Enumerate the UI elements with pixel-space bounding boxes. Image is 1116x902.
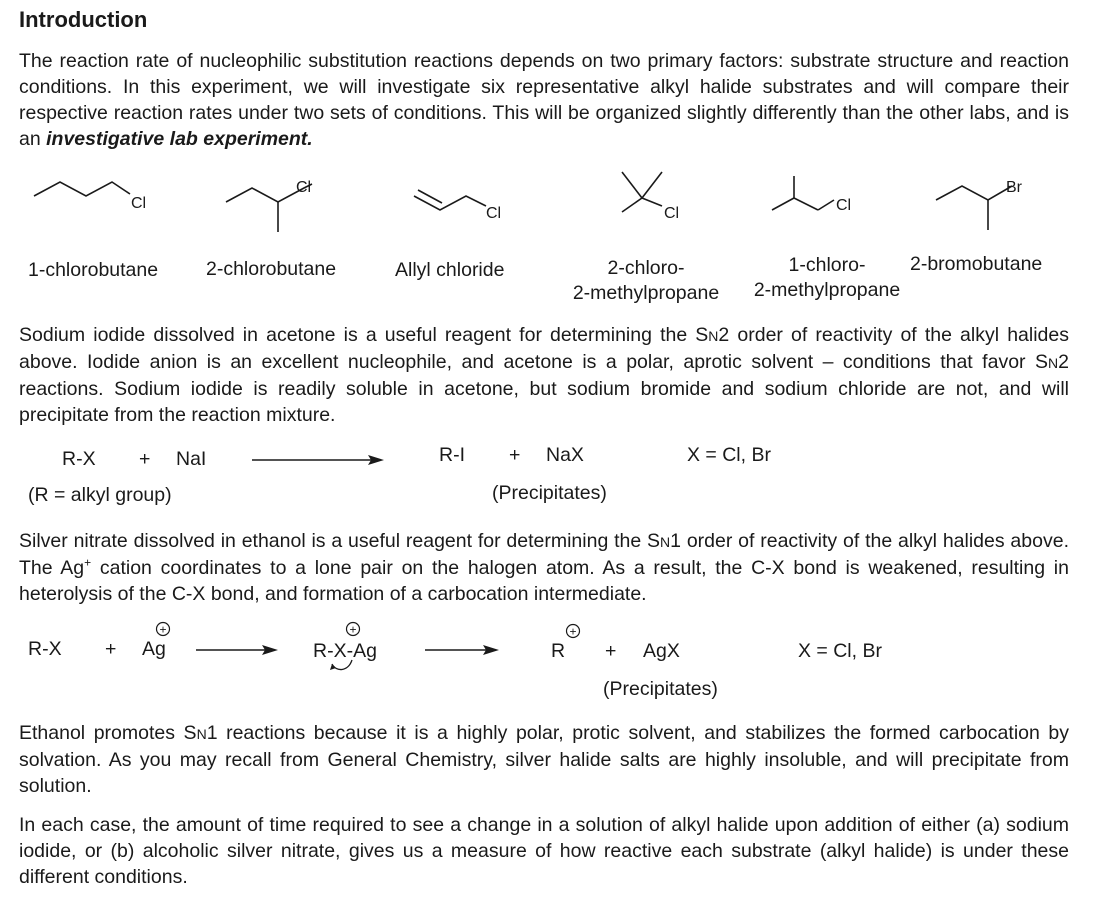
structure-2-chloro-2-methylpropane [618,168,728,238]
section-heading: Introduction [19,7,148,32]
note-precipitates: (Precipitates) [603,678,718,700]
text-run: 2 order of reactivity of the alkyl halides above. Iodide anion is an excellent nucleophile, and acetone is a polar, aprotic solvent – conditions that favor S [19,324,1069,373]
reactant: R-X [62,448,96,470]
subscript: N [1048,355,1059,371]
chlorine-atom-label: Cl [296,179,312,196]
chlorine-atom-label: Cl [131,195,147,212]
chlorine-atom-label: Cl [486,205,502,222]
silver-nitrate-paragraph [19,528,1069,607]
plus-sign: + [605,640,617,662]
text-run: cation coordinates to a lone pair on the halogen atom. As a result, the C-X bond is weakened, resulting in heterolysis of the C-X bond, and formation of a carbocation intermediate. [19,557,1069,605]
plus-sign: + [509,444,521,466]
label-1-chloro-2-methylpropane [740,253,914,303]
label-2-chloro-2-methylpropane [558,256,734,306]
label-allyl-chloride: Allyl chloride [395,259,505,281]
structure-allyl-chloride [412,180,532,240]
structure-1-chloro-2-methylpropane [770,172,890,232]
charge-symbol: + [159,622,167,637]
note-alkyl-group: (R = alkyl group) [28,484,172,506]
text-run: Silver nitrate dissolved in ethanol is a useful reagent for determining the S [19,530,661,552]
chlorine-atom-label: Cl [664,205,680,222]
positive-charge-icon [565,623,581,639]
label-line: 2-chloro- [607,257,685,279]
intro-emphasis: investigative lab experiment. [46,128,313,150]
structure-1-chlorobutane [30,170,170,240]
text-run: 2 reactions. Sodium iodide is readily soluble in acetone, but sodium bromide and sodium chloride are not, and will precipitate from the reaction mixture. [19,351,1069,426]
byproduct: AgX [643,640,680,662]
positive-charge-icon [155,621,171,637]
structure-2-bromobutane [936,170,1056,240]
text-run: 1 order of reactivity of the alkyl halides above. The Ag [19,530,1069,579]
reactant: R-X [28,638,62,660]
reaction-arrow [252,452,388,468]
label-2-bromobutane: 2-bromobutane [910,253,1043,275]
text-run: Sodium iodide dissolved in acetone is a useful reagent for determining the S [19,324,709,346]
label-2-chlorobutane: 2-chlorobutane [206,258,337,280]
reaction-arrow [196,642,280,658]
label-line: 1-chloro- [788,254,866,276]
text-run: 1 reactions because it is a highly polar, protic solvent, and stabilizes the formed carbocation by solvation. As you may recall from General Chemistry, silver halide salts are highly insoluble, and will precipitate from solution. [19,722,1069,797]
subscript: N [196,726,207,742]
plus-sign: + [139,448,151,470]
curved-arrow-icon [328,656,358,676]
bromine-atom-label: Br [1006,179,1022,196]
final-paragraph: In each case, the amount of time required to see a change in a solution of alkyl halide upon addition of either (a) sodium iodide, or (b) alcoholic silver nitrate, gives us a measure of how reactive each substrate (alkyl halide) is under these different conditions. [19,814,1069,888]
label-1-chlorobutane: 1-chlorobutane [28,259,159,281]
condition: X = Cl, Br [687,444,771,466]
label-line: 2-methylpropane [572,282,720,304]
superscript: + [84,555,92,570]
intermediate: R-X-Ag [313,640,377,662]
charge-symbol: + [349,622,357,637]
reagent: NaI [176,448,207,470]
intro-text: The reaction rate of nucleophilic substitution reactions depends on two primary factors: substrate structure and reaction conditions. In this experiment, we will investigate six representative alkyl halide substrates and will compare their respective reaction rates under two sets of conditions. This will be organized slightly differently than the other labs, and is an [19,50,1069,150]
carbocation: R [551,640,566,662]
plus-sign: + [105,638,117,660]
sodium-iodide-paragraph [19,322,1069,428]
ethanol-paragraph [19,720,1069,799]
product: R-I [439,444,465,466]
charge-symbol: + [569,624,577,639]
condition: X = Cl, Br [798,640,882,662]
byproduct: NaX [546,444,584,466]
label-line: 2-methylpropane [753,279,901,301]
chlorine-atom-label: Cl [836,197,852,214]
positive-charge-icon [345,621,361,637]
reagent: Ag [142,638,166,660]
subscript: N [660,534,671,550]
intro-paragraph [19,48,1069,152]
text-run: Ethanol promotes S [19,722,197,744]
note-precipitates: (Precipitates) [492,482,607,504]
reaction-arrow [425,642,501,658]
subscript: N [708,328,719,344]
structure-2-chlorobutane [226,172,346,242]
